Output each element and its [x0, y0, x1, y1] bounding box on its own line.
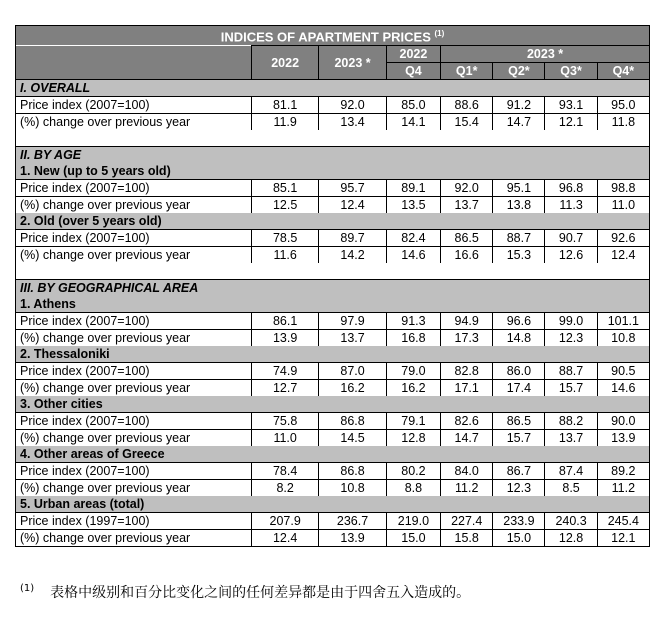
row-label: (%) change over previous year [16, 330, 252, 347]
value-cell: 75.8 [251, 413, 318, 430]
value-cell: 86.8 [319, 463, 386, 480]
table-row [16, 480, 650, 497]
value-cell: 96.6 [493, 313, 545, 330]
value-cell: 16.8 [386, 330, 440, 347]
value-cell: 13.7 [319, 330, 386, 347]
table-row [16, 197, 650, 214]
subsection-title: 2. Old (over 5 years old) [16, 213, 650, 230]
row-label: (%) change over previous year [16, 114, 252, 131]
value-cell: 8.5 [545, 480, 597, 497]
value-cell: 79.0 [386, 363, 440, 380]
value-cell: 82.6 [441, 413, 493, 430]
value-cell: 92.0 [441, 180, 493, 197]
row-label: (%) change over previous year [16, 430, 252, 447]
row-label: Price index (2007=100) [16, 97, 252, 114]
spacer-row [16, 130, 650, 147]
value-cell: 11.3 [545, 197, 597, 214]
value-cell: 82.4 [386, 230, 440, 247]
value-cell: 91.2 [493, 97, 545, 114]
row-label: (%) change over previous year [16, 530, 252, 547]
table-row [16, 114, 650, 131]
subsection-header-row [16, 396, 650, 413]
table-row [16, 247, 650, 264]
value-cell: 11.6 [251, 247, 318, 264]
value-cell: 14.6 [386, 247, 440, 264]
table-row [16, 230, 650, 247]
header-2022: 2022 [251, 46, 318, 80]
subsection-title: 5. Urban areas (total) [16, 496, 650, 513]
value-cell: 90.5 [597, 363, 649, 380]
value-cell: 11.0 [597, 197, 649, 214]
value-cell: 17.3 [441, 330, 493, 347]
value-cell: 95.1 [493, 180, 545, 197]
value-cell: 88.6 [441, 97, 493, 114]
value-cell: 240.3 [545, 513, 597, 530]
row-label: Price index (2007=100) [16, 413, 252, 430]
value-cell: 92.6 [597, 230, 649, 247]
table-row [16, 530, 650, 547]
value-cell: 12.6 [545, 247, 597, 264]
row-label: (%) change over previous year [16, 247, 252, 264]
section-title: III. BY GEOGRAPHICAL AREA [16, 280, 650, 297]
value-cell: 11.0 [251, 430, 318, 447]
value-cell: 85.0 [386, 97, 440, 114]
section-title: II. BY AGE [16, 147, 650, 164]
subsection-title: 3. Other cities [16, 396, 650, 413]
value-cell: 14.7 [441, 430, 493, 447]
table-row [16, 363, 650, 380]
value-cell: 8.2 [251, 480, 318, 497]
value-cell: 17.4 [493, 380, 545, 397]
value-cell: 14.5 [319, 430, 386, 447]
value-cell: 8.8 [386, 480, 440, 497]
value-cell: 13.9 [597, 430, 649, 447]
footnote [20, 582, 470, 602]
header-blank [16, 46, 252, 80]
value-cell: 13.7 [545, 430, 597, 447]
table-row [16, 413, 650, 430]
value-cell: 12.4 [251, 530, 318, 547]
value-cell: 11.2 [441, 480, 493, 497]
value-cell: 13.8 [493, 197, 545, 214]
value-cell: 89.2 [597, 463, 649, 480]
value-cell: 12.1 [545, 114, 597, 131]
value-cell: 15.7 [493, 430, 545, 447]
value-cell: 16.2 [319, 380, 386, 397]
value-cell: 16.2 [386, 380, 440, 397]
row-label: Price index (1997=100) [16, 513, 252, 530]
row-label: Price index (2007=100) [16, 180, 252, 197]
value-cell: 10.8 [319, 480, 386, 497]
value-cell: 90.0 [597, 413, 649, 430]
value-cell: 15.0 [493, 530, 545, 547]
value-cell: 86.7 [493, 463, 545, 480]
footnote-text: 表格中级别和百分比变化之间的任何差异都是由于四舍五入造成的。 [50, 585, 471, 601]
table-row [16, 380, 650, 397]
value-cell: 11.8 [597, 114, 649, 131]
subsection-title: 4. Other areas of Greece [16, 446, 650, 463]
header-q4: Q4 [386, 63, 440, 80]
value-cell: 14.1 [386, 114, 440, 131]
value-cell: 86.5 [493, 413, 545, 430]
value-cell: 74.9 [251, 363, 318, 380]
value-cell: 91.3 [386, 313, 440, 330]
header-q3-star: Q3* [545, 63, 597, 80]
row-label: (%) change over previous year [16, 380, 252, 397]
row-label: Price index (2007=100) [16, 463, 252, 480]
subsection-header-row [16, 446, 650, 463]
value-cell: 84.0 [441, 463, 493, 480]
section-header-row [16, 147, 650, 164]
value-cell: 236.7 [319, 513, 386, 530]
value-cell: 88.7 [545, 363, 597, 380]
value-cell: 15.0 [386, 530, 440, 547]
row-label: Price index (2007=100) [16, 313, 252, 330]
value-cell: 13.9 [319, 530, 386, 547]
value-cell: 78.5 [251, 230, 318, 247]
table-row [16, 313, 650, 330]
table-row [16, 513, 650, 530]
spacer-row [16, 263, 650, 280]
value-cell: 12.1 [597, 530, 649, 547]
value-cell: 15.3 [493, 247, 545, 264]
value-cell: 98.8 [597, 180, 649, 197]
value-cell: 92.0 [319, 97, 386, 114]
value-cell: 81.1 [251, 97, 318, 114]
subsection-header-row [16, 163, 650, 180]
header-group-2023: 2023 * [441, 46, 650, 63]
subsection-title: 2. Thessaloniki [16, 346, 650, 363]
value-cell: 82.8 [441, 363, 493, 380]
value-cell: 15.7 [545, 380, 597, 397]
value-cell: 11.9 [251, 114, 318, 131]
footnote-marker: (1) [20, 583, 35, 595]
value-cell: 101.1 [597, 313, 649, 330]
value-cell: 97.9 [319, 313, 386, 330]
subsection-header-row [16, 213, 650, 230]
value-cell: 87.4 [545, 463, 597, 480]
table-row [16, 330, 650, 347]
value-cell: 89.1 [386, 180, 440, 197]
value-cell: 12.4 [597, 247, 649, 264]
value-cell: 88.2 [545, 413, 597, 430]
value-cell: 15.8 [441, 530, 493, 547]
header-q4-star: Q4* [597, 63, 649, 80]
value-cell: 99.0 [545, 313, 597, 330]
value-cell: 86.1 [251, 313, 318, 330]
table-row [16, 430, 650, 447]
value-cell: 89.7 [319, 230, 386, 247]
value-cell: 86.8 [319, 413, 386, 430]
value-cell: 12.8 [386, 430, 440, 447]
subsection-title: 1. New (up to 5 years old) [16, 163, 650, 180]
value-cell: 79.1 [386, 413, 440, 430]
value-cell: 94.9 [441, 313, 493, 330]
value-cell: 16.6 [441, 247, 493, 264]
value-cell: 88.7 [493, 230, 545, 247]
value-cell: 10.8 [597, 330, 649, 347]
value-cell: 12.3 [545, 330, 597, 347]
value-cell: 17.1 [441, 380, 493, 397]
value-cell: 87.0 [319, 363, 386, 380]
apartment-price-table [15, 25, 650, 547]
value-cell: 96.8 [545, 180, 597, 197]
value-cell: 15.4 [441, 114, 493, 131]
subsection-header-row [16, 346, 650, 363]
section-title: I. OVERALL [16, 80, 650, 97]
value-cell: 90.7 [545, 230, 597, 247]
section-header-row [16, 80, 650, 97]
value-cell: 227.4 [441, 513, 493, 530]
table-row [16, 97, 650, 114]
header-q2-star: Q2* [493, 63, 545, 80]
row-label: (%) change over previous year [16, 197, 252, 214]
value-cell: 86.0 [493, 363, 545, 380]
value-cell: 12.3 [493, 480, 545, 497]
table-body [16, 80, 650, 547]
row-label: (%) change over previous year [16, 480, 252, 497]
value-cell: 95.7 [319, 180, 386, 197]
value-cell: 12.7 [251, 380, 318, 397]
value-cell: 14.7 [493, 114, 545, 131]
table-title: INDICES OF APARTMENT PRICES $^{(1)}$ [16, 26, 650, 46]
subsection-header-row [16, 496, 650, 513]
table-row [16, 180, 650, 197]
value-cell: 78.4 [251, 463, 318, 480]
value-cell: 13.9 [251, 330, 318, 347]
value-cell: 80.2 [386, 463, 440, 480]
value-cell: 86.5 [441, 230, 493, 247]
row-label: Price index (2007=100) [16, 230, 252, 247]
value-cell: 13.7 [441, 197, 493, 214]
value-cell: 207.9 [251, 513, 318, 530]
section-header-row [16, 280, 650, 297]
subsection-header-row [16, 296, 650, 313]
row-label: Price index (2007=100) [16, 363, 252, 380]
header-q1-star: Q1* [441, 63, 493, 80]
value-cell: 219.0 [386, 513, 440, 530]
value-cell: 245.4 [597, 513, 649, 530]
value-cell: 14.8 [493, 330, 545, 347]
value-cell: 13.5 [386, 197, 440, 214]
header-group-2022: 2022 [386, 46, 440, 63]
subsection-title: 1. Athens [16, 296, 650, 313]
value-cell: 11.2 [597, 480, 649, 497]
value-cell: 14.6 [597, 380, 649, 397]
spacer-cell [16, 130, 650, 147]
value-cell: 12.8 [545, 530, 597, 547]
value-cell: 12.5 [251, 197, 318, 214]
value-cell: 13.4 [319, 114, 386, 131]
value-cell: 12.4 [319, 197, 386, 214]
spacer-cell [16, 263, 650, 280]
value-cell: 95.0 [597, 97, 649, 114]
table-row [16, 463, 650, 480]
value-cell: 14.2 [319, 247, 386, 264]
value-cell: 93.1 [545, 97, 597, 114]
value-cell: 233.9 [493, 513, 545, 530]
header-2023: 2023 * [319, 46, 386, 80]
value-cell: 85.1 [251, 180, 318, 197]
